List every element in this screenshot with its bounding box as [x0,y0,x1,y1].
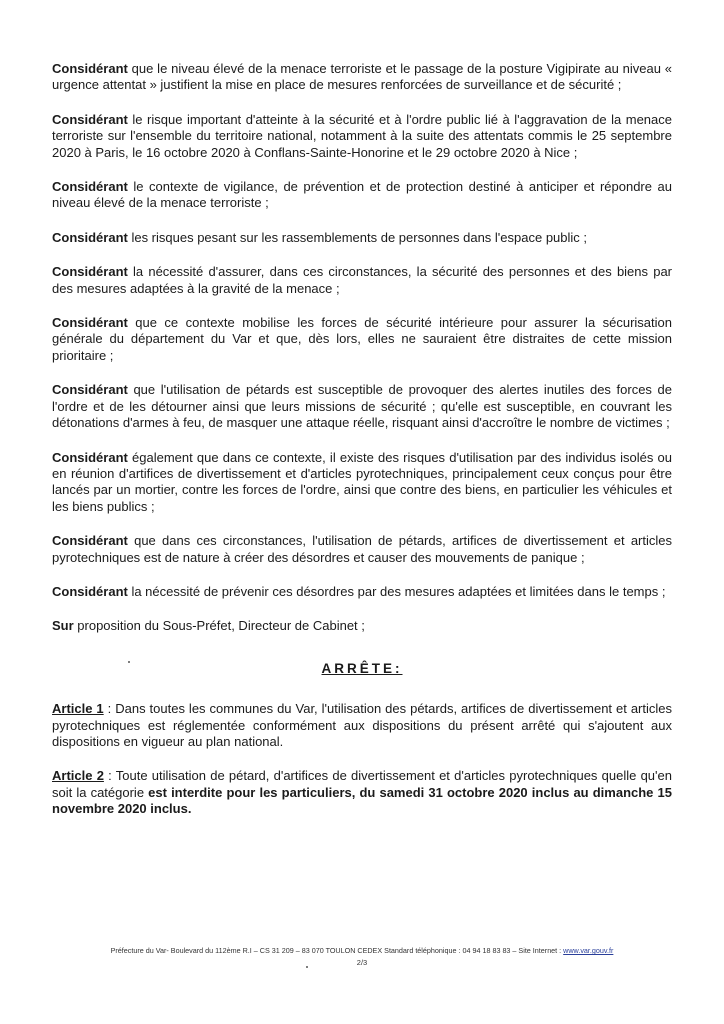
paragraph-lead: Considérant [52,533,128,549]
footer-text: Préfecture du Var- Boulevard du 112ème R.I – CS 31 209 – 83 070 TOULON CEDEX Standard téléphonique : 04 94 18 83 83 – Site Internet : [110,946,564,955]
article-2-sep: : [103,768,116,784]
paragraph-lead: Considérant [52,264,128,280]
article-2-label: Article 2 [52,768,104,784]
article-2-bold-text: est interdite pour les particuliers, du samedi 31 octobre 2020 inclus au dimanche 15 novembre 2020 inclus. [52,784,672,817]
paragraph-lead: Considérant [52,111,128,127]
scan-speck [128,661,130,663]
paragraph-text: que dans ces circonstances, l'utilisation de pétards, artifices de divertissement et articles pyrotechniques est de nature à créer des désordres et causer des mouvements de panique ; [52,533,672,565]
article-2 [52,768,672,817]
page-number: 2/3 [356,958,368,967]
paragraph-text: proposition du Sous-Préfet, Directeur de Cabinet ; [73,618,365,634]
paragraph-lead: Sur [52,618,74,634]
paragraph-text: le contexte de vigilance, de prévention et de protection destiné à anticiper et répondre au niveau élevé de la menace terroriste ; [52,179,672,211]
considerant-paragraph [52,584,672,600]
paragraph-text: la nécessité d'assurer, dans ces circonstances, la sécurité des personnes et des biens par des mesures adaptées à la gravité de la menace ; [52,264,672,296]
paragraph-text: la nécessité de prévenir ces désordres par des mesures adaptées et limitées dans le temps ; [127,583,666,599]
considerant-paragraph [52,533,672,566]
considerant-paragraph [52,230,672,246]
article-1-label: Article 1 [52,701,104,717]
paragraph-text: que ce contexte mobilise les forces de sécurité intérieure pour assurer la sécurisation générale du département du Var et que, dès lors, elles ne sauraient être distraites de cette mission prioritaire ; [52,315,672,363]
paragraph-text: également que dans ce contexte, il existe des risques d'utilisation par des individus isolés ou en réunion d'artifices de divertissement et d'articles pyrotechniques, principalement ceux conçus pour être lancés par un mortier, contre les forces de l'ordre, ainsi que contre des biens, en particulier les véhicules et les biens publics ; [52,449,672,514]
paragraph-lead: Considérant [52,179,128,195]
article-1 [52,701,672,750]
paragraph-text: que l'utilisation de pétards est susceptible de provoquer des alertes inutiles des forces de l'ordre et de les détourner ainsi que leurs missions de sécurité ; qu'elle est susceptible, en couvrant les détonations d'armes à feu, de masquer une attaque réelle, risquant ainsi d'accroître le nombre de victimes ; [52,382,672,431]
paragraph-lead: Considérant [52,61,128,76]
paragraph-text: les risques pesant sur les rassemblements de personnes dans l'espace public ; [127,229,588,245]
considerant-paragraph [52,382,672,431]
paragraph-text: le risque important d'atteinte à la sécurité et à l'ordre public lié à l'aggravation de la menace terroriste sur l'ensemble du territoire national, notamment à la suite des attentats commis le 25 septembre 2020 à Paris, le 16 octobre 2020 à Conflans-Sainte-Honorine et le 29 octobre 2020 à Nice ; [52,111,672,160]
considerant-list [52,61,672,635]
article-2-text: Toute utilisation de pétard, d'artifices de divertissement et d'articles pyrotechniques quelle qu'en soit la catégorie [52,768,672,800]
paragraph-text: que le niveau élevé de la menace terroriste et le passage de la posture Vigipirate au niveau « urgence attentat » justifient la mise en place de mesures renforcées de surveillance et de sécurité ; [52,61,672,93]
footer-website-link[interactable]: www.var.gouv.fr [563,946,614,955]
considerant-paragraph [52,112,672,161]
considerant-paragraph [52,315,672,364]
considerant-paragraph [52,450,672,516]
considerant-paragraph [52,179,672,212]
considerant-paragraph [52,61,672,94]
paragraph-lead: Considérant [52,315,128,331]
paragraph-lead: Considérant [52,229,128,245]
paragraph-lead: Considérant [52,583,128,599]
paragraph-lead: Considérant [52,449,128,465]
footer-address [0,946,724,955]
article-1-text: Dans toutes les communes du Var, l'utilisation des pétards, artifices de divertissement et articles pyrotechniques est réglementée conformément aux dispositions du présent arrêté qui s'ajoutent aux dispositions en vigueur au plan national. [52,701,672,749]
considerant-paragraph [52,264,672,297]
article-1-sep: : [103,701,116,717]
paragraph-lead: Considérant [52,382,128,398]
arrete-heading: ARRÊTE: [321,660,403,676]
page-footer [0,946,724,967]
document-body [52,61,672,836]
considerant-paragraph [52,618,672,634]
